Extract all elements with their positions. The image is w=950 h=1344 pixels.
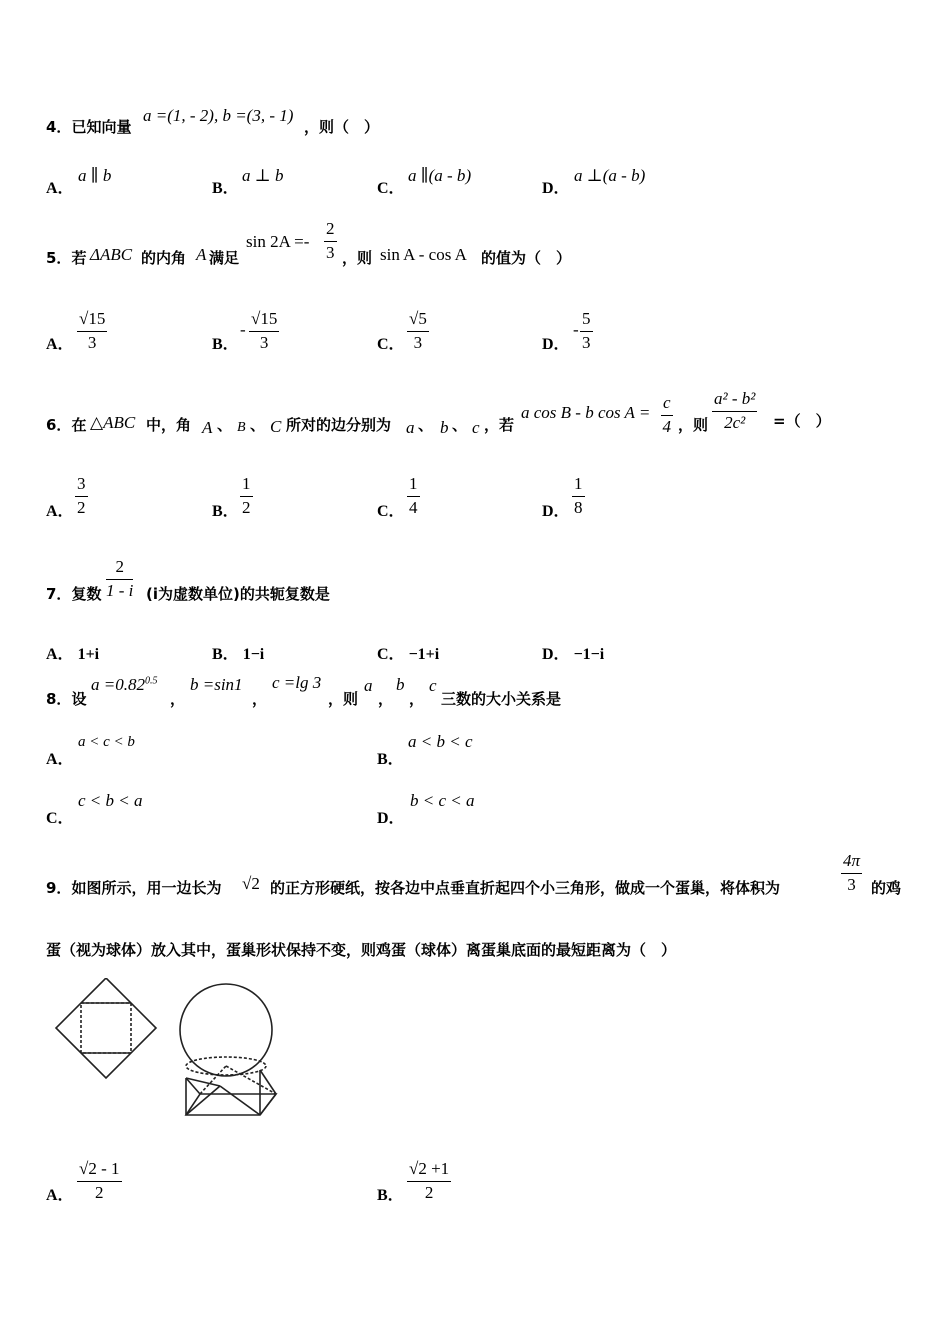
q4-stem-end: ，则（ ） (304, 118, 380, 136)
q6-stem-d: ，若 (484, 416, 515, 434)
q8-option-b: a < b < c (408, 732, 473, 751)
q4-option-b: a ⊥ b (242, 166, 284, 185)
q5-condition-fraction: $\frac{2}{3}$ (326, 219, 335, 262)
q9-volume-fraction: $\frac{4\pi}{3}$ (843, 851, 861, 894)
q6-option-c-label: C． (377, 503, 405, 520)
q8-stem-b: ，则 (328, 690, 359, 708)
q6-angle-b: B (237, 420, 246, 435)
q8-sep-2: ， (409, 690, 425, 708)
q6-stem-e: ，则 (678, 416, 709, 434)
q4-option-a-label: A． (46, 180, 74, 197)
q5-stem-e: 的值为（ ） (481, 249, 572, 267)
q9-option-b-label: B． (377, 1187, 404, 1204)
q6-option-c: $\frac{1}{4}$ (409, 474, 418, 517)
q6-angle-c: C (270, 417, 282, 436)
q5-option-a: $\frac{√15}{3}$ (79, 309, 106, 352)
q5-option-c: $\frac{√5}{3}$ (409, 309, 427, 352)
q6-sep-4: 、 (452, 416, 468, 434)
q8-sep-1: ， (378, 690, 394, 708)
q6-option-a-label: A． (46, 503, 74, 520)
q8-var-c: c (429, 676, 437, 695)
q8-c-def: c =lg 3 (272, 673, 322, 692)
q6-condition: a cos B - b cos A = (521, 403, 651, 422)
q4-option-c-label: C． (377, 180, 405, 197)
q5-stem-c: 满足 (209, 249, 240, 267)
q8-a-def: $a =0.82^{0.5}$ (91, 675, 158, 694)
q5-triangle: ΔABC (90, 245, 133, 264)
q7-option-c: C． −1+i (377, 646, 440, 663)
q6-stem-b: 中，角 (146, 416, 192, 434)
q6-option-b-label: B． (212, 503, 239, 520)
q5-option-b-label: B． (212, 336, 239, 353)
q7-option-d: D． −1−i (542, 646, 605, 663)
q9-line-2: 蛋（视为球体）放入其中，蛋巢形状保持不变，则鸡蛋（球体）离蛋巢底面的最短距离为（ ） (46, 941, 677, 959)
q5-stem-d: ，则 (342, 249, 373, 267)
q9-stem-c: 的鸡 (871, 879, 902, 897)
q6-side-a: a (406, 418, 415, 437)
q5-option-a-label: A． (46, 336, 74, 353)
q8-comma-1: ， (170, 690, 186, 708)
q6-option-a: $\frac{3}{2}$ (77, 474, 86, 517)
q4-vectors: a =(1, - 2), b =(3, - 1) (143, 106, 294, 125)
q5-option-c-label: C． (377, 336, 405, 353)
q9-option-a-label: A． (46, 1187, 74, 1204)
q9-figure (50, 978, 290, 1128)
outer-square (56, 978, 156, 1078)
q6-side-c: c (472, 418, 480, 437)
sphere (180, 984, 272, 1076)
inner-square (81, 1003, 131, 1053)
q7-option-b: B． 1−i (212, 646, 265, 663)
q8-option-a-label: A． (46, 751, 74, 768)
q8-b-def: b =sin1 (190, 675, 243, 694)
q8-option-c: c < b < a (78, 791, 143, 810)
q4-option-a: a ∥ b (78, 166, 112, 185)
q8-option-d: b < c < a (410, 791, 475, 810)
q9-stem-b: 的正方形硬纸，按各边中点垂直折起四个小三角形，做成一个蛋巢，将体积为 (270, 879, 781, 897)
q9-option-b: $\frac{√2 +1}{2}$ (409, 1159, 450, 1202)
q5-angle: A (196, 245, 207, 264)
q7-fraction: $\frac{2}{1 - i}$ (106, 557, 134, 600)
q9-num: 9．如图所示，用一边长为 (46, 879, 222, 897)
q6-sep-3: 、 (418, 416, 434, 434)
q8-var-b: b (396, 675, 405, 694)
q5-num: 5．若 (46, 249, 87, 267)
q4-option-d-label: D． (542, 180, 570, 197)
q7-num: 7．复数 (46, 585, 102, 603)
q6-num: 6．在 (46, 416, 87, 434)
q6-condition-fraction: $\frac{c}{4}$ (662, 393, 672, 436)
folded-square-diagram (56, 978, 156, 1078)
q8-option-d-label: D． (377, 810, 405, 827)
q9-option-a: $\frac{√2 - 1}{2}$ (79, 1159, 120, 1202)
q4-option-b-label: B． (212, 180, 239, 197)
q5-expression: sin A - cos A (380, 245, 467, 264)
q6-angle-a: A (202, 418, 213, 437)
q4-option-c: a ∥(a - b) (408, 166, 472, 185)
q5-option-d-label: D． (542, 336, 570, 353)
q8-var-a: a (364, 676, 373, 695)
q4-stem: 4．已知向量 (46, 118, 132, 136)
q5-option-d-sign: - (573, 320, 579, 339)
q9-side-length: √2 (242, 874, 260, 893)
q8-comma-2: ， (252, 690, 268, 708)
q4-option-d: a ⊥(a - b) (574, 166, 646, 185)
q5-stem-b: 的内角 (141, 249, 187, 267)
q8-option-a: a < c < b (78, 734, 135, 750)
q8-option-c-label: C． (46, 810, 74, 827)
q6-option-d-label: D． (542, 503, 570, 520)
q6-stem-f: =（ ） (773, 412, 831, 430)
q7-stem-b: (i为虚数单位)的共轭复数是 (146, 585, 330, 603)
q6-option-b: $\frac{1}{2}$ (242, 474, 251, 517)
q5-option-b-sign: - (240, 320, 246, 339)
q7-option-a: A． 1+i (46, 646, 100, 663)
q6-side-b: b (440, 418, 449, 437)
q5-option-b: $\frac{√15}{3}$ (251, 309, 278, 352)
q6-option-d: $\frac{1}{8}$ (574, 474, 583, 517)
q6-sep-2: 、 (250, 416, 266, 434)
q5-option-d: $\frac{5}{3}$ (582, 309, 591, 352)
q6-triangle: △ABC (90, 413, 136, 432)
q6-stem-c: 所对的边分别为 (286, 416, 392, 434)
egg-nest-diagram (180, 984, 276, 1115)
q5-condition: sin 2A =- (246, 232, 310, 251)
q8-stem-c: 三数的大小关系是 (441, 690, 562, 708)
q6-ratio-fraction: $\frac{\text{a² - b²}}{\text{2c²}}$ (714, 389, 756, 432)
q8-num: 8．设 (46, 690, 87, 708)
q6-sep-1: 、 (217, 416, 233, 434)
q8-option-b-label: B． (377, 751, 404, 768)
